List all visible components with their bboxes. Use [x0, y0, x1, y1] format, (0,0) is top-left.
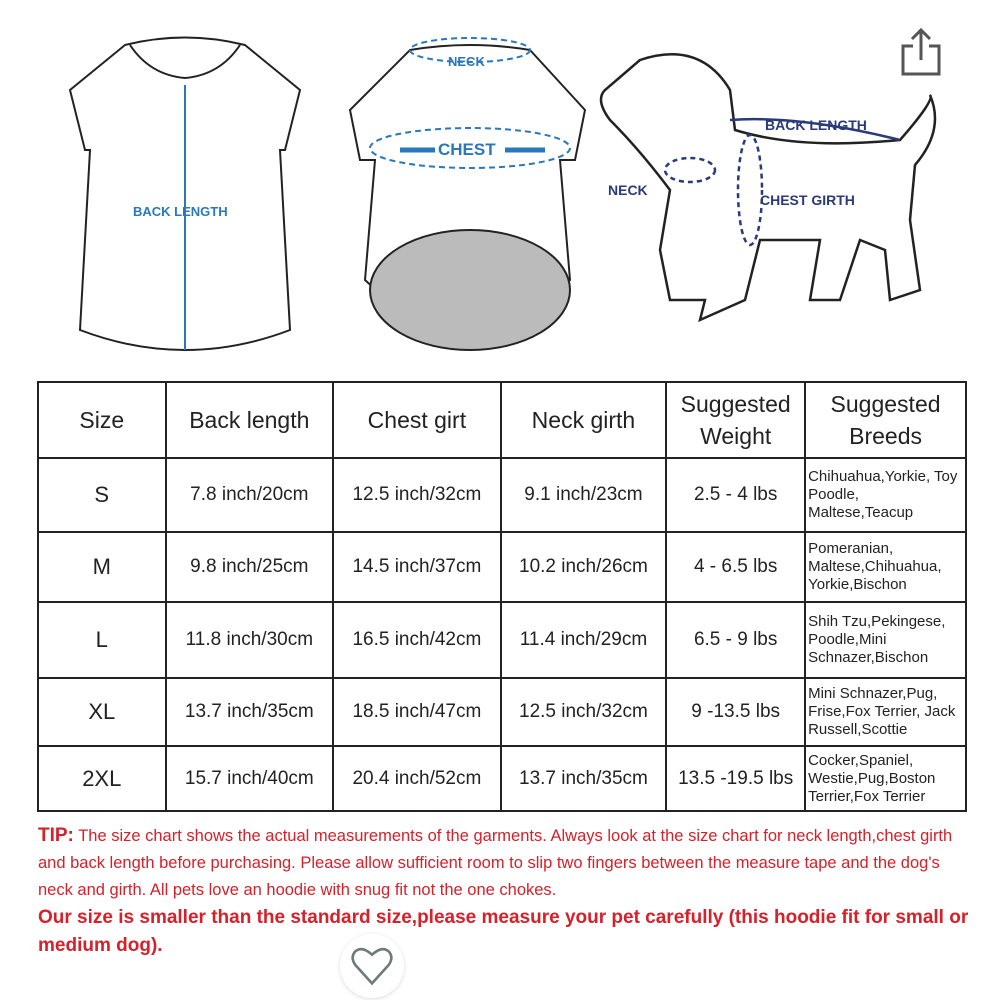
table-row	[38, 458, 966, 532]
header-chest-girth: Chest girt	[333, 382, 501, 458]
cell-weight: 6.5 - 9 lbs	[666, 602, 805, 678]
cell-size: S	[38, 458, 166, 532]
cell-neck-girth: 13.7 inch/35cm	[501, 746, 667, 811]
size-illustrations	[0, 0, 1000, 370]
cell-breeds: Mini Schnazer,Pug, Frise,Fox Terrier, Jack Russell,Scottie	[805, 678, 966, 746]
cell-neck-girth: 12.5 inch/32cm	[501, 678, 667, 746]
dog-chest-girth-label: CHEST GIRTH	[760, 192, 855, 208]
cell-weight: 4 - 6.5 lbs	[666, 532, 805, 602]
cell-chest-girth: 16.5 inch/42cm	[333, 602, 501, 678]
cell-weight: 13.5 -19.5 lbs	[666, 746, 805, 811]
cell-back-length: 13.7 inch/35cm	[166, 678, 334, 746]
share-icon	[898, 26, 944, 78]
cell-breeds: Cocker,Spaniel, Westie,Pug,Boston Terrier,Fox Terrier	[805, 746, 966, 811]
shirt-back-illustration	[70, 38, 300, 351]
size-chart-table	[37, 381, 967, 812]
table-row	[38, 678, 966, 746]
shirt-back-length-label: BACK LENGTH	[133, 204, 228, 219]
cell-neck-girth: 11.4 inch/29cm	[501, 602, 667, 678]
header-size: Size	[38, 382, 166, 458]
table-row	[38, 746, 966, 811]
cell-size: L	[38, 602, 166, 678]
cell-size: M	[38, 532, 166, 602]
cell-chest-girth: 20.4 inch/52cm	[333, 746, 501, 811]
cell-neck-girth: 9.1 inch/23cm	[501, 458, 667, 532]
header-back-length: Back length	[166, 382, 334, 458]
tip-text: The size chart shows the actual measurements of the garments. Always look at the size chart for neck length,chest girth and back length before purchasing. Please allow sufficient room to slip two fingers between the measure tape and the dog's neck and girth. All pets love an hoodie with snug fit not the one chokes.	[38, 827, 953, 899]
share-button[interactable]	[898, 26, 944, 78]
cell-size: 2XL	[38, 746, 166, 811]
dog-illustration	[601, 54, 935, 320]
header-suggested-weight: Suggested Weight	[666, 382, 805, 458]
tip-label: TIP:	[38, 825, 74, 846]
dog-neck-label: NECK	[608, 182, 648, 198]
cell-back-length: 7.8 inch/20cm	[166, 458, 334, 532]
shirt-chest-label: CHEST	[438, 140, 496, 159]
shirt-neck-label: NECK	[448, 54, 485, 69]
tip-note	[38, 822, 978, 960]
header-suggested-breeds: Suggested Breeds	[805, 382, 966, 458]
cell-size: XL	[38, 678, 166, 746]
cell-weight: 2.5 - 4 lbs	[666, 458, 805, 532]
cell-back-length: 11.8 inch/30cm	[166, 602, 334, 678]
table-header-row	[38, 382, 966, 458]
dog-back-length-label: BACK LENGTH	[765, 117, 867, 133]
cell-back-length: 15.7 inch/40cm	[166, 746, 334, 811]
tip-warning: Our size is smaller than the standard size,please measure your pet carefully (this hoodie fit for small or medium dog).	[38, 907, 969, 956]
table-row	[38, 602, 966, 678]
header-neck-girth: Neck girth	[501, 382, 667, 458]
cell-neck-girth: 10.2 inch/26cm	[501, 532, 667, 602]
cell-breeds: Pomeranian, Maltese,Chihuahua, Yorkie,Bischon	[805, 532, 966, 602]
heart-icon	[350, 946, 394, 986]
cell-breeds: Chihuahua,Yorkie, Toy Poodle, Maltese,Teacup	[805, 458, 966, 532]
cell-back-length: 9.8 inch/25cm	[166, 532, 334, 602]
cell-chest-girth: 12.5 inch/32cm	[333, 458, 501, 532]
cell-weight: 9 -13.5 lbs	[666, 678, 805, 746]
cell-breeds: Shih Tzu,Pekingese, Poodle,Mini Schnazer,Bischon	[805, 602, 966, 678]
cell-chest-girth: 18.5 inch/47cm	[333, 678, 501, 746]
favorite-button[interactable]	[340, 934, 404, 998]
shirt-front-illustration	[350, 38, 585, 350]
table-row	[38, 532, 966, 602]
cell-chest-girth: 14.5 inch/37cm	[333, 532, 501, 602]
